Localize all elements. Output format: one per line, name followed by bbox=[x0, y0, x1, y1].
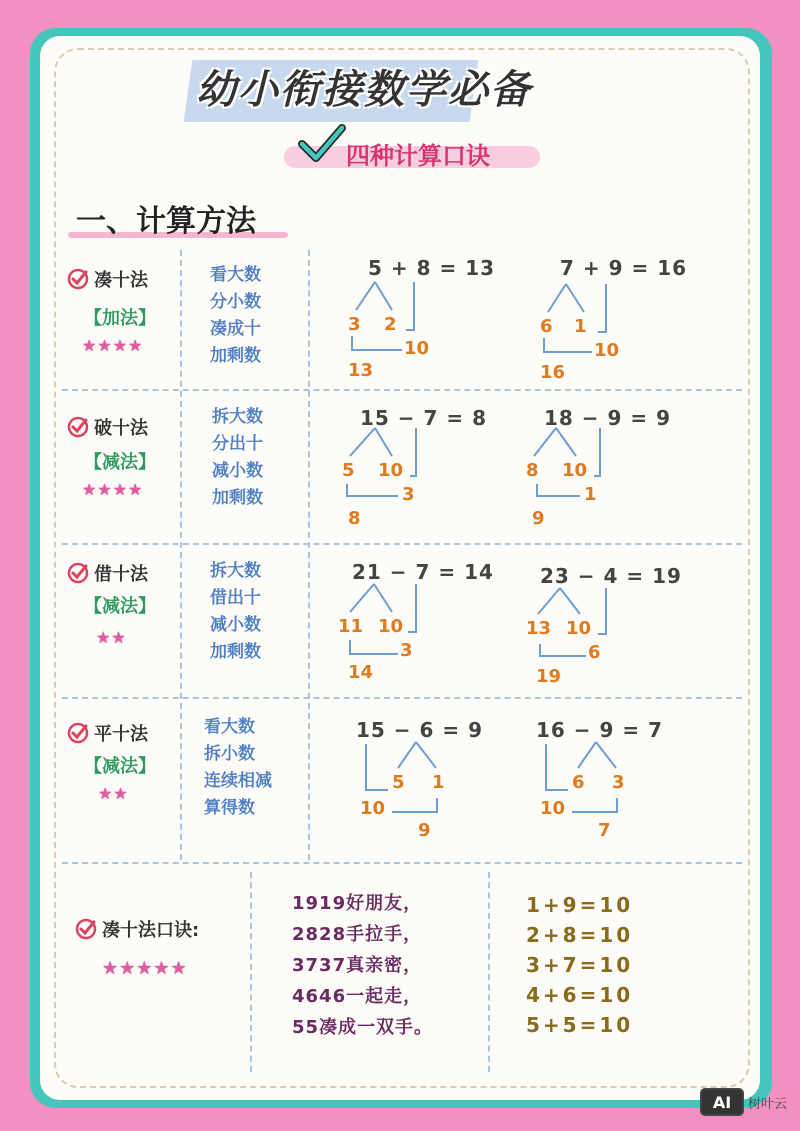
column-divider bbox=[308, 250, 310, 860]
ten-number: 3 bbox=[400, 640, 413, 661]
column-divider bbox=[180, 250, 182, 860]
equation: 23 − 4 = 19 bbox=[540, 564, 682, 588]
step: 看大数 bbox=[210, 265, 261, 285]
split-number: 5 bbox=[342, 460, 355, 481]
equation: 5 + 8 = 13 bbox=[368, 256, 496, 280]
split-number: 8 bbox=[526, 460, 539, 481]
split-number: 2 bbox=[384, 314, 397, 335]
rhyme-line: 3737真亲密， bbox=[292, 955, 423, 976]
result-number: 13 bbox=[348, 360, 374, 381]
step: 拆大数 bbox=[210, 561, 261, 581]
ten-number: 6 bbox=[588, 642, 601, 663]
step: 算得数 bbox=[204, 798, 255, 818]
steps-list bbox=[210, 558, 261, 666]
split-number: 5 bbox=[392, 772, 405, 793]
rhyme-line: 4646一起走， bbox=[292, 986, 423, 1007]
mnemonic-title bbox=[74, 916, 199, 942]
step: 加剩数 bbox=[212, 488, 263, 508]
check-circle-icon bbox=[66, 561, 90, 585]
result-number: 8 bbox=[348, 508, 361, 529]
mnemonic-title-text: 凑十法口诀: bbox=[102, 920, 200, 941]
split-number: 6 bbox=[540, 316, 553, 337]
check-circle-icon bbox=[66, 721, 90, 745]
ten-number: 1 bbox=[584, 484, 597, 505]
ten-number: 10 bbox=[540, 798, 566, 819]
difficulty-stars: ★★★★ bbox=[82, 336, 144, 355]
method-name bbox=[66, 720, 148, 746]
pair-equation: 5+5=10 bbox=[526, 1013, 634, 1037]
method-name-text: 破十法 bbox=[94, 418, 148, 439]
method-name-text: 凑十法 bbox=[94, 270, 148, 291]
step: 分小数 bbox=[210, 292, 261, 312]
equation: 18 − 9 = 9 bbox=[544, 406, 672, 430]
step: 凑成十 bbox=[210, 319, 261, 339]
steps-list bbox=[210, 262, 261, 370]
rhyme-line: 2828手拉手， bbox=[292, 924, 423, 945]
steps-list bbox=[204, 714, 272, 822]
equation: 16 − 9 = 7 bbox=[536, 718, 664, 742]
check-circle-icon bbox=[74, 917, 98, 941]
checkmark-icon bbox=[296, 122, 346, 166]
row-divider bbox=[62, 697, 742, 699]
step: 看大数 bbox=[204, 717, 255, 737]
column-divider bbox=[488, 872, 490, 1072]
method-name bbox=[66, 266, 148, 292]
step: 借出十 bbox=[210, 588, 261, 608]
step: 连续相减 bbox=[204, 771, 272, 791]
ai-logo-icon: AI bbox=[700, 1088, 744, 1116]
result-number: 9 bbox=[418, 820, 431, 841]
split-number: 10 bbox=[562, 460, 588, 481]
rhyme-line: 1919好朋友， bbox=[292, 893, 423, 914]
pair-equation: 1+9=10 bbox=[526, 893, 634, 917]
method-name-text: 平十法 bbox=[94, 724, 148, 745]
ten-number: 10 bbox=[594, 340, 620, 361]
step: 拆小数 bbox=[204, 744, 255, 764]
result-number: 19 bbox=[536, 666, 562, 687]
split-number: 11 bbox=[338, 616, 364, 637]
difficulty-stars: ★★ bbox=[98, 784, 129, 803]
result-number: 14 bbox=[348, 662, 374, 683]
page-title: 幼小衔接数学必备 bbox=[196, 67, 532, 113]
operation-label: 【减法】 bbox=[84, 452, 156, 473]
column-divider bbox=[250, 872, 252, 1072]
pair-equation: 2+8=10 bbox=[526, 923, 634, 947]
steps-list bbox=[212, 404, 263, 512]
split-number: 1 bbox=[574, 316, 587, 337]
pair-equation: 4+6=10 bbox=[526, 983, 634, 1007]
method-name bbox=[66, 414, 148, 440]
mnemonic-rhyme bbox=[292, 888, 433, 1043]
equation: 15 − 6 = 9 bbox=[356, 718, 484, 742]
rhyme-line: 55凑成一双手。 bbox=[292, 1017, 434, 1038]
result-number: 7 bbox=[598, 820, 611, 841]
result-number: 9 bbox=[532, 508, 545, 529]
step: 减小数 bbox=[210, 615, 261, 635]
row-divider bbox=[62, 862, 742, 864]
ten-number: 3 bbox=[402, 484, 415, 505]
step: 加剩数 bbox=[210, 642, 261, 662]
ten-number: 10 bbox=[404, 338, 430, 359]
result-number: 16 bbox=[540, 362, 566, 383]
operation-label: 【加法】 bbox=[84, 308, 156, 329]
row-divider bbox=[62, 543, 742, 545]
split-number: 3 bbox=[612, 772, 625, 793]
split-number: 10 bbox=[566, 618, 592, 639]
split-number: 3 bbox=[348, 314, 361, 335]
step: 加剩数 bbox=[210, 346, 261, 366]
ten-pairs bbox=[526, 890, 633, 1040]
step: 减小数 bbox=[212, 461, 263, 481]
method-name-text: 借十法 bbox=[94, 564, 148, 585]
section-title: 一、计算方法 bbox=[76, 204, 256, 239]
equation: 21 − 7 = 14 bbox=[352, 560, 494, 584]
check-circle-icon bbox=[66, 267, 90, 291]
split-number: 10 bbox=[378, 460, 404, 481]
watermark bbox=[700, 1088, 787, 1116]
split-number: 1 bbox=[432, 772, 445, 793]
equation: 7 + 9 = 16 bbox=[560, 256, 688, 280]
difficulty-stars: ★★★★★ bbox=[102, 958, 188, 979]
difficulty-stars: ★★ bbox=[96, 628, 127, 647]
split-number: 13 bbox=[526, 618, 552, 639]
row-divider bbox=[62, 389, 742, 391]
operation-label: 【减法】 bbox=[84, 756, 156, 777]
equation: 15 − 7 = 8 bbox=[360, 406, 488, 430]
check-circle-icon bbox=[66, 415, 90, 439]
difficulty-stars: ★★★★ bbox=[82, 480, 144, 499]
step: 分出十 bbox=[212, 434, 263, 454]
watermark-text: 树叶云 bbox=[748, 1096, 788, 1112]
method-name bbox=[66, 560, 148, 586]
step: 拆大数 bbox=[212, 407, 263, 427]
split-number: 10 bbox=[378, 616, 404, 637]
subtitle: 四种计算口诀 bbox=[346, 142, 490, 170]
split-number: 6 bbox=[572, 772, 585, 793]
pair-equation: 3+7=10 bbox=[526, 953, 634, 977]
operation-label: 【减法】 bbox=[84, 596, 156, 617]
ten-number: 10 bbox=[360, 798, 386, 819]
